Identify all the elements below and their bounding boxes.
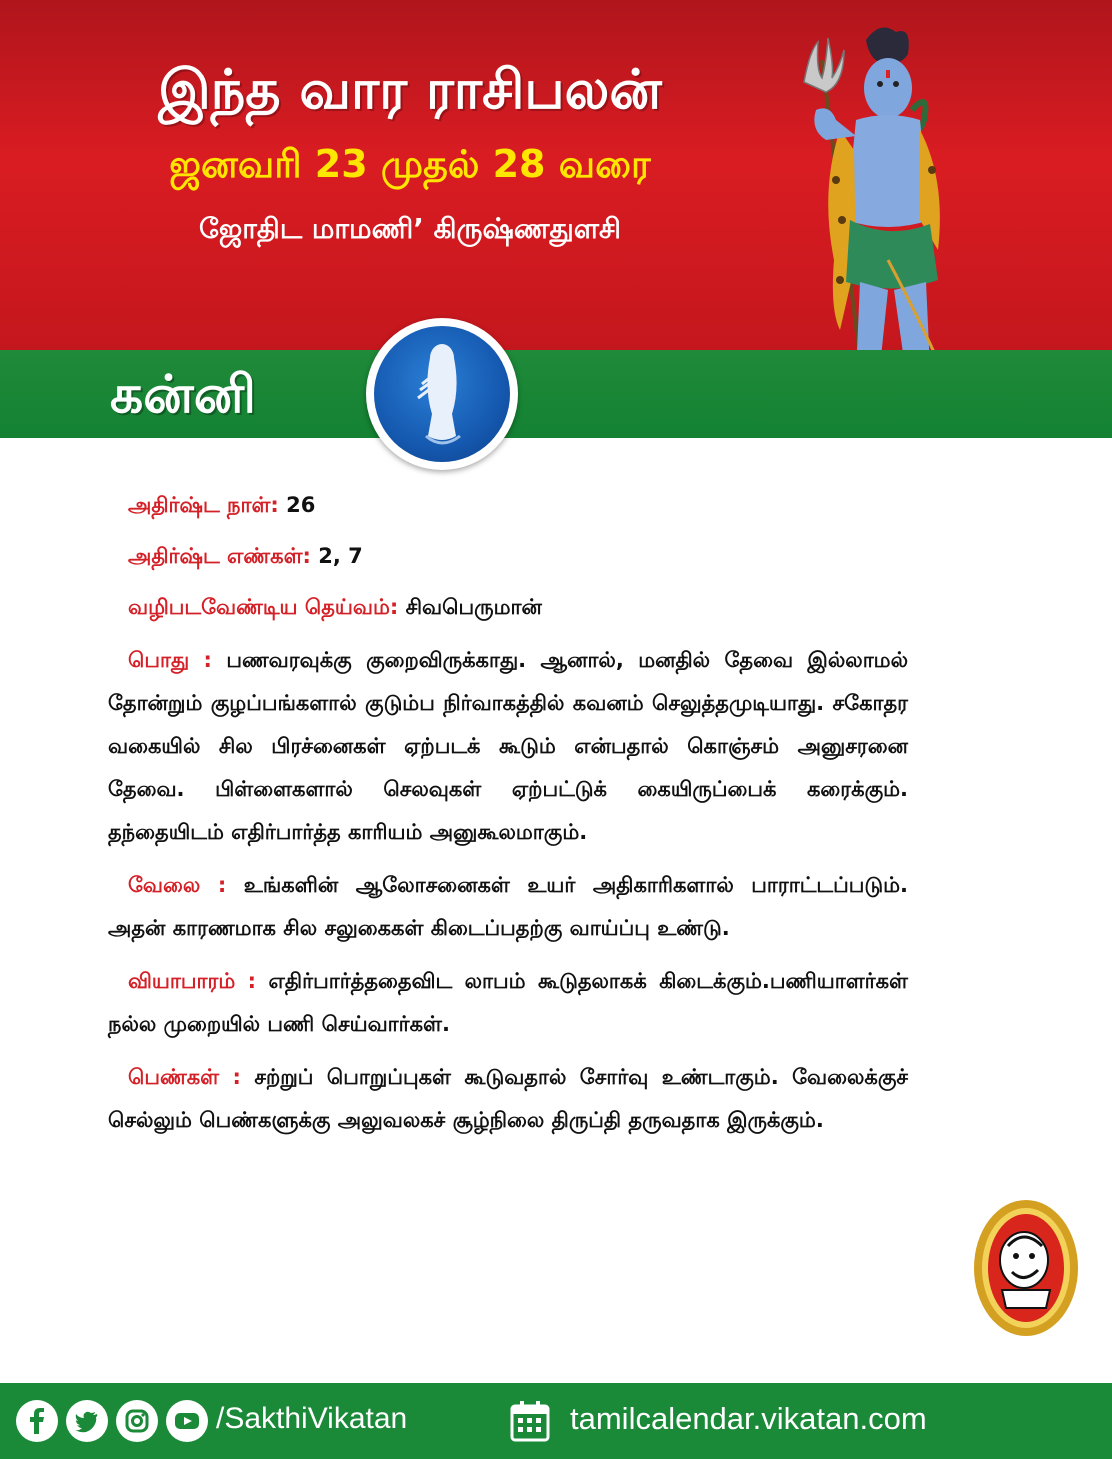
section-women [108,1056,908,1142]
section-women-text: சற்றுப் பொறுப்புகள் கூடுவதால் சோர்வு உண்டாகும். வேலைக்குச் செல்லும் பெண்களுக்கு அலுவலகச் சூழ்நிலை திருப்தி தருவதாக இருக்கும். [108,1065,909,1132]
section-work [108,864,908,950]
sign-name: கன்னி [110,365,256,425]
page-title: இந்த வார ராசிபலன் [158,58,662,121]
horoscope-content [108,484,908,1142]
sign-badge [366,318,518,470]
section-work-label: வேலை : [128,873,227,897]
header-banner [0,0,1112,350]
section-business [108,960,908,1046]
calendar-icon [510,1400,550,1442]
lucky-numbers-value: 2, 7 [318,544,363,568]
author-name: ஜோதிட மாமணி’ கிருஷ்ணதுளசி [199,212,621,245]
virgo-maiden-icon [366,318,518,470]
lucky-numbers-line [128,535,908,578]
section-work-text: உங்களின் ஆலோசனைகள் உயர் அதிகாரிகளால் பாராட்டப்படும். அதன் காரணமாக சில சலுகைகள் கிடைப்பதற்கு வாய்ப்பு உண்டு. [108,873,909,940]
section-business-text: எதிர்பார்த்ததைவிட லாபம் கூடுதலாகக் கிடைக்கும்.பணியாளர்கள் நல்ல முறையில் பணி செய்வார்கள். [108,969,908,1036]
vikatan-mascot-logo [972,1198,1080,1338]
deity-line [128,586,908,629]
lucky-day-line [128,484,908,527]
section-general-text: பணவரவுக்கு குறைவிருக்காது. ஆனால், மனதில் தேவை இல்லாமல் தோன்றும் குழப்பங்களால் குடும்ப நிர்வாகத்தில் கவனம் செலுத்தமுடியாது. சகோதர வகையில் சில பிரச்னைகள் ஏற்படக் கூடும் என்பதால் கொஞ்சம் அனுசரனை தேவை. பிள்ளைகளால் செலவுகள் ஏற்பட்டுக் கையிருப்பைக் கரைக்கும். தந்தையிடம் எதிர்பார்த்த காரியம் அனுகூலமாகும். [108,648,909,844]
youtube-icon[interactable] [166,1400,208,1442]
lucky-day-value: 26 [286,493,316,517]
instagram-icon[interactable] [116,1400,158,1442]
date-range: ஜனவரி 23 முதல் 28 வரை [169,142,651,186]
section-general-label: பொது : [128,648,212,672]
deity-value: சிவபெருமான் [405,595,542,619]
deity-label: வழிபடவேண்டிய தெய்வம்: [128,595,399,619]
facebook-icon[interactable] [16,1400,58,1442]
website-link[interactable]: tamilcalendar.vikatan.com [570,1401,927,1436]
twitter-icon[interactable] [66,1400,108,1442]
lucky-numbers-label: அதிர்ஷ்ட எண்கள்: [128,544,311,568]
social-handle-link[interactable]: /SakthiVikatan [216,1402,408,1435]
section-women-label: பெண்கள் : [128,1065,241,1089]
header-text-block [60,55,760,251]
section-business-label: வியாபாரம் : [128,969,257,993]
lucky-day-label: அதிர்ஷ்ட நாள்: [128,493,279,517]
section-general [108,639,908,854]
footer-bar [0,1383,1112,1459]
